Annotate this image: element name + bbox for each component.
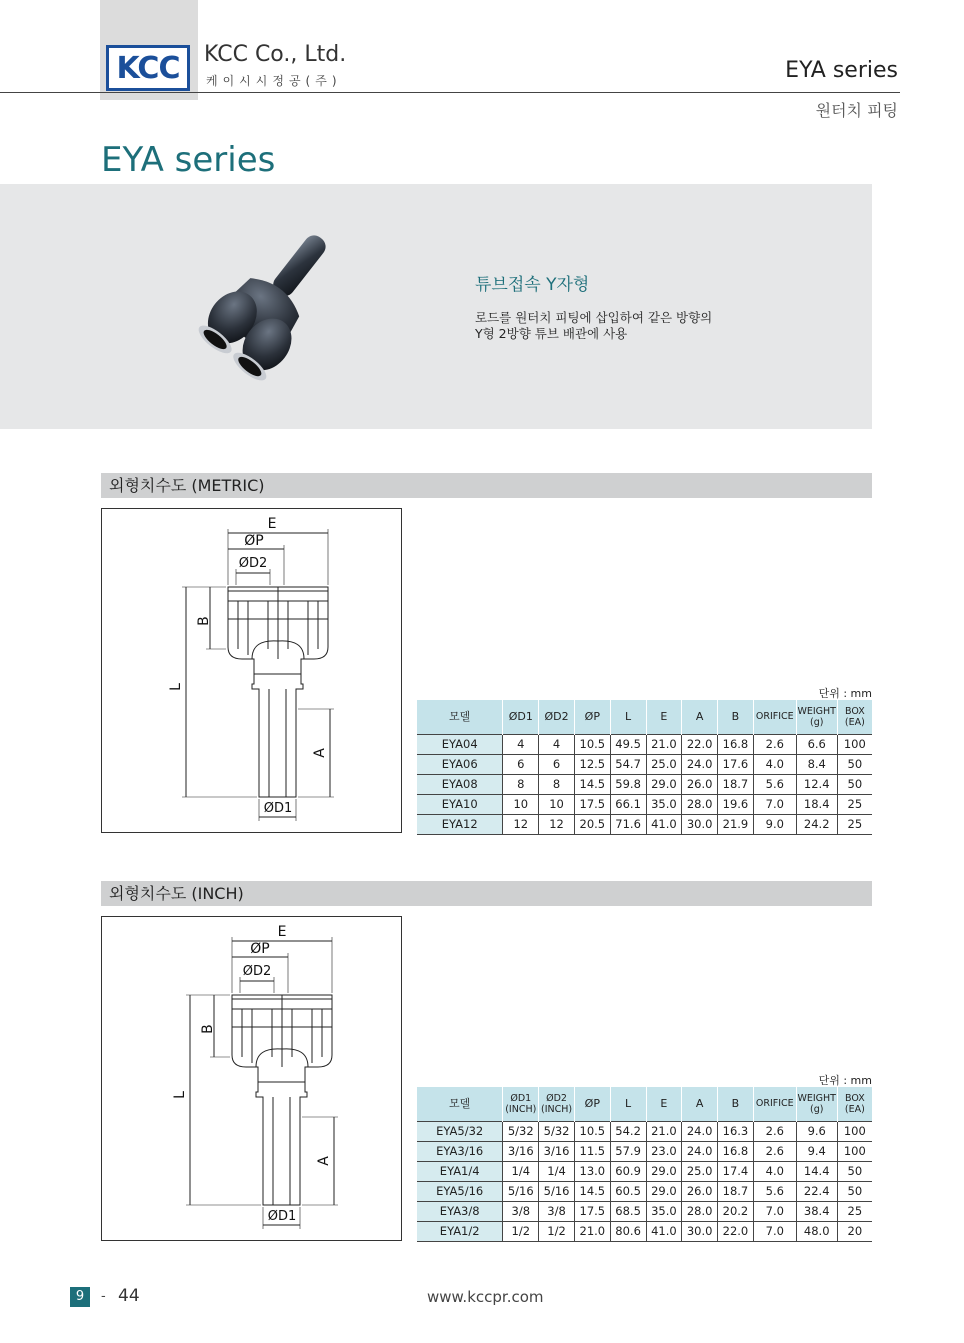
dim-label-l: L	[172, 1091, 188, 1099]
value-cell: 71.6	[610, 814, 646, 834]
value-cell: 100	[837, 734, 872, 754]
value-cell: 7.0	[753, 794, 796, 814]
value-cell: 50	[837, 1181, 872, 1201]
inch-unit-label: 단위 : mm	[818, 1074, 872, 1087]
table-row	[417, 794, 872, 814]
value-cell: 12.4	[796, 774, 837, 794]
table-row	[417, 1121, 872, 1141]
metric-section-header: 외형치수도 (METRIC)	[101, 473, 872, 498]
value-cell: 25.0	[646, 754, 682, 774]
value-cell: 13.0	[574, 1161, 610, 1181]
value-cell: 18.7	[718, 774, 754, 794]
column-header: E	[646, 700, 682, 734]
column-header: ORIFICE	[753, 1087, 796, 1121]
product-description-line: 로드를 원터치 피팅에 삽입하여 같은 방향의	[475, 310, 713, 325]
product-band	[0, 184, 872, 429]
inch-spec-table	[417, 1087, 872, 1242]
value-cell: 80.6	[610, 1221, 646, 1241]
model-cell: EYA10	[417, 794, 503, 814]
value-cell: 50	[837, 774, 872, 794]
value-cell: 16.8	[718, 1141, 754, 1161]
value-cell: 20	[837, 1221, 872, 1241]
value-cell: 54.2	[610, 1121, 646, 1141]
column-header: ØD1	[503, 700, 539, 734]
value-cell: 3/8	[503, 1201, 539, 1221]
value-cell: 23.0	[646, 1141, 682, 1161]
product-title: 튜브접속 Y자형	[475, 275, 590, 295]
product-description-line: Y형 2방향 튜브 배관에 사용	[475, 326, 628, 341]
dim-label-a: A	[312, 748, 328, 758]
model-cell: EYA06	[417, 754, 503, 774]
value-cell: 8	[503, 774, 539, 794]
value-cell: 29.0	[646, 1181, 682, 1201]
value-cell: 50	[837, 1161, 872, 1181]
column-header: 모델	[417, 700, 503, 734]
value-cell: 26.0	[682, 774, 718, 794]
footer-website-link[interactable]: www.kccpr.com	[427, 1288, 544, 1306]
value-cell: 12.5	[574, 754, 610, 774]
value-cell: 10	[503, 794, 539, 814]
value-cell: 24.0	[682, 754, 718, 774]
value-cell: 18.7	[718, 1181, 754, 1201]
value-cell: 2.6	[753, 734, 796, 754]
value-cell: 6.6	[796, 734, 837, 754]
column-header: E	[646, 1087, 682, 1121]
column-header: BOX (EA)	[837, 1087, 872, 1121]
value-cell: 25.0	[682, 1161, 718, 1181]
table-header-row	[417, 1087, 872, 1121]
dim-label-p: ØP	[244, 533, 264, 549]
value-cell: 24.2	[796, 814, 837, 834]
product-description	[475, 310, 712, 342]
value-cell: 4	[503, 734, 539, 754]
column-header: ØD2	[539, 700, 575, 734]
value-cell: 3/16	[539, 1141, 575, 1161]
value-cell: 5.6	[753, 1181, 796, 1201]
value-cell: 22.4	[796, 1181, 837, 1201]
value-cell: 2.6	[753, 1141, 796, 1161]
value-cell: 2.6	[753, 1121, 796, 1141]
company-name-korean: 케이시시정공(주)	[206, 74, 342, 88]
column-header: BOX (EA)	[837, 700, 872, 734]
value-cell: 11.5	[574, 1141, 610, 1161]
model-cell: EYA5/32	[417, 1121, 503, 1141]
column-header: L	[610, 1087, 646, 1121]
value-cell: 28.0	[682, 794, 718, 814]
value-cell: 100	[837, 1121, 872, 1141]
dim-label-e: E	[277, 924, 287, 940]
value-cell: 8	[539, 774, 575, 794]
chapter-number: 9	[70, 1287, 90, 1307]
value-cell: 38.4	[796, 1201, 837, 1221]
table-row	[417, 814, 872, 834]
value-cell: 49.5	[610, 734, 646, 754]
value-cell: 1/4	[539, 1161, 575, 1181]
value-cell: 1/2	[503, 1221, 539, 1241]
metric-drawing-svg	[102, 509, 401, 832]
table-row	[417, 1181, 872, 1201]
value-cell: 5/16	[503, 1181, 539, 1201]
value-cell: 9.0	[753, 814, 796, 834]
inch-dimension-drawing	[101, 916, 402, 1241]
value-cell: 10	[539, 794, 575, 814]
table-row	[417, 754, 872, 774]
value-cell: 21.0	[646, 734, 682, 754]
value-cell: 28.0	[682, 1201, 718, 1221]
value-cell: 8.4	[796, 754, 837, 774]
value-cell: 17.5	[574, 794, 610, 814]
value-cell: 25	[837, 814, 872, 834]
value-cell: 50	[837, 754, 872, 774]
value-cell: 5/32	[539, 1121, 575, 1141]
model-cell: EYA12	[417, 814, 503, 834]
table-header-row	[417, 700, 872, 734]
model-cell: EYA3/8	[417, 1201, 503, 1221]
value-cell: 4.0	[753, 754, 796, 774]
value-cell: 16.3	[718, 1121, 754, 1141]
value-cell: 48.0	[796, 1221, 837, 1241]
value-cell: 4	[539, 734, 575, 754]
value-cell: 22.0	[718, 1221, 754, 1241]
inch-section-header: 외형치수도 (INCH)	[101, 881, 872, 906]
logo-text: KCC	[116, 50, 180, 86]
value-cell: 9.4	[796, 1141, 837, 1161]
company-logo	[106, 45, 190, 91]
value-cell: 12	[539, 814, 575, 834]
dim-label-e: E	[267, 516, 277, 532]
value-cell: 14.5	[574, 1181, 610, 1201]
column-header: 모델	[417, 1087, 503, 1121]
value-cell: 14.4	[796, 1161, 837, 1181]
product-image	[178, 228, 368, 383]
value-cell: 59.8	[610, 774, 646, 794]
value-cell: 5/32	[503, 1121, 539, 1141]
dim-label-l: L	[168, 683, 184, 691]
inch-drawing-svg	[102, 917, 401, 1240]
series-category: 원터치 피팅	[815, 101, 898, 120]
value-cell: 4.0	[753, 1161, 796, 1181]
series-label: EYA series	[785, 58, 898, 83]
model-cell: EYA5/16	[417, 1181, 503, 1201]
column-header: WEIGHT (g)	[796, 1087, 837, 1121]
value-cell: 18.4	[796, 794, 837, 814]
column-header: A	[682, 1087, 718, 1121]
table-row	[417, 1201, 872, 1221]
value-cell: 100	[837, 1141, 872, 1161]
model-cell: EYA08	[417, 774, 503, 794]
metric-dimension-drawing	[101, 508, 402, 833]
value-cell: 66.1	[610, 794, 646, 814]
column-header: ØD2 (INCH)	[539, 1087, 575, 1121]
value-cell: 22.0	[682, 734, 718, 754]
column-header: ØD1 (INCH)	[503, 1087, 539, 1121]
value-cell: 1/2	[539, 1221, 575, 1241]
column-header: B	[718, 700, 754, 734]
column-header: ØP	[574, 1087, 610, 1121]
dim-label-d1: ØD1	[263, 801, 293, 816]
value-cell: 25	[837, 794, 872, 814]
value-cell: 57.9	[610, 1141, 646, 1161]
value-cell: 41.0	[646, 1221, 682, 1241]
table-row	[417, 1161, 872, 1181]
model-cell: EYA1/4	[417, 1161, 503, 1181]
dim-label-d2: ØD2	[238, 556, 268, 571]
value-cell: 30.0	[682, 1221, 718, 1241]
value-cell: 24.0	[682, 1121, 718, 1141]
dim-label-b: B	[200, 1024, 216, 1034]
value-cell: 60.5	[610, 1181, 646, 1201]
value-cell: 29.0	[646, 1161, 682, 1181]
dim-label-d2: ØD2	[242, 964, 272, 979]
column-header: L	[610, 700, 646, 734]
value-cell: 6	[503, 754, 539, 774]
value-cell: 7.0	[753, 1221, 796, 1241]
company-name: KCC Co., Ltd.	[204, 42, 347, 67]
value-cell: 6	[539, 754, 575, 774]
value-cell: 12	[503, 814, 539, 834]
dim-label-p: ØP	[250, 941, 270, 957]
column-header: A	[682, 700, 718, 734]
table-row	[417, 1141, 872, 1161]
page-number: 44	[118, 1286, 140, 1306]
value-cell: 35.0	[646, 794, 682, 814]
value-cell: 21.0	[646, 1121, 682, 1141]
value-cell: 5.6	[753, 774, 796, 794]
dim-label-a: A	[316, 1156, 332, 1166]
table-row	[417, 1221, 872, 1241]
value-cell: 9.6	[796, 1121, 837, 1141]
value-cell: 17.5	[574, 1201, 610, 1221]
value-cell: 54.7	[610, 754, 646, 774]
value-cell: 41.0	[646, 814, 682, 834]
value-cell: 19.6	[718, 794, 754, 814]
value-cell: 60.9	[610, 1161, 646, 1181]
page-number-separator: -	[101, 1289, 106, 1304]
column-header: WEIGHT (g)	[796, 700, 837, 734]
value-cell: 20.2	[718, 1201, 754, 1221]
model-cell: EYA3/16	[417, 1141, 503, 1161]
value-cell: 26.0	[682, 1181, 718, 1201]
dim-label-b: B	[196, 616, 212, 626]
metric-spec-table	[417, 700, 872, 835]
value-cell: 30.0	[682, 814, 718, 834]
value-cell: 21.0	[574, 1221, 610, 1241]
value-cell: 17.4	[718, 1161, 754, 1181]
value-cell: 10.5	[574, 734, 610, 754]
value-cell: 3/8	[539, 1201, 575, 1221]
value-cell: 17.6	[718, 754, 754, 774]
value-cell: 24.0	[682, 1141, 718, 1161]
value-cell: 20.5	[574, 814, 610, 834]
value-cell: 16.8	[718, 734, 754, 754]
column-header: ORIFICE	[753, 700, 796, 734]
value-cell: 3/16	[503, 1141, 539, 1161]
table-row	[417, 774, 872, 794]
table-row	[417, 734, 872, 754]
metric-unit-label: 단위 : mm	[818, 687, 872, 700]
value-cell: 14.5	[574, 774, 610, 794]
value-cell: 35.0	[646, 1201, 682, 1221]
value-cell: 10.5	[574, 1121, 610, 1141]
page-title: EYA series	[101, 140, 276, 180]
value-cell: 21.9	[718, 814, 754, 834]
value-cell: 68.5	[610, 1201, 646, 1221]
value-cell: 25	[837, 1201, 872, 1221]
value-cell: 1/4	[503, 1161, 539, 1181]
column-header: ØP	[574, 700, 610, 734]
value-cell: 5/16	[539, 1181, 575, 1201]
model-cell: EYA04	[417, 734, 503, 754]
value-cell: 29.0	[646, 774, 682, 794]
model-cell: EYA1/2	[417, 1221, 503, 1241]
column-header: B	[718, 1087, 754, 1121]
header-divider	[0, 92, 900, 93]
dim-label-d1: ØD1	[267, 1209, 297, 1224]
value-cell: 7.0	[753, 1201, 796, 1221]
